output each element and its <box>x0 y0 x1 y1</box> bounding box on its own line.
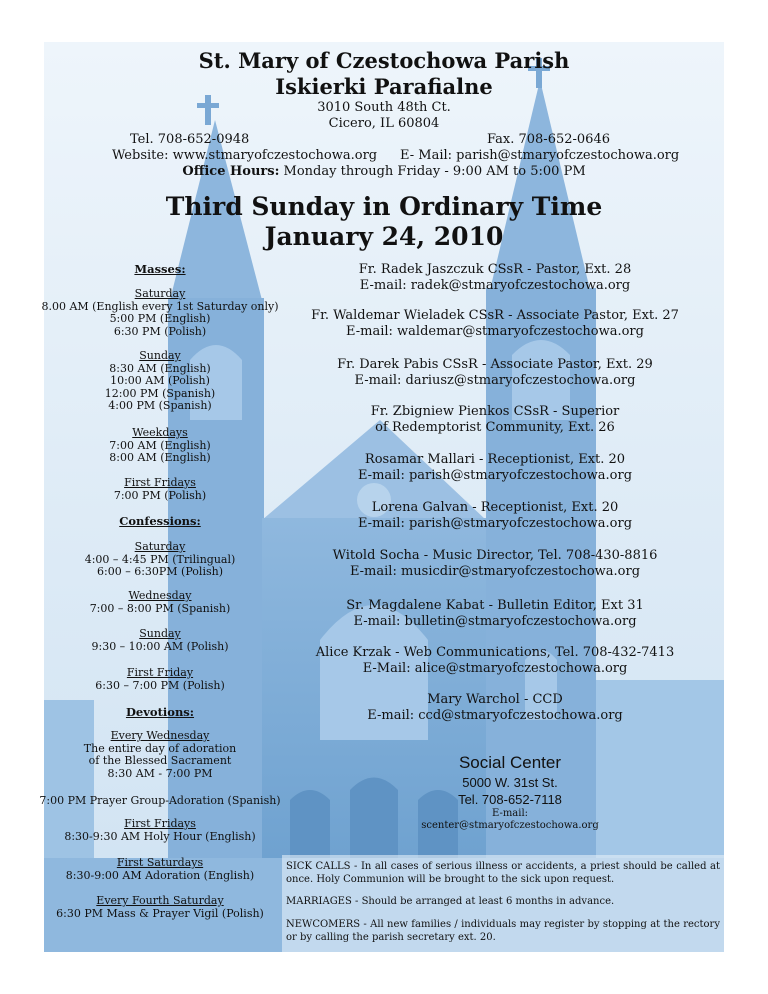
social-center-address: 5000 W. 31st St. <box>462 775 558 790</box>
schedule-line: 6:30 – 7:00 PM (Polish) <box>95 678 225 692</box>
schedule-line: 5:00 PM (English) <box>109 312 211 325</box>
devotions-first-saturdays <box>20 857 300 882</box>
staff-email: E-mail: parish@stmaryofczestochowa.org <box>357 468 633 483</box>
schedule-line: 8:30-9:00 AM Adoration (English) <box>65 868 255 882</box>
office-hours <box>0 164 768 180</box>
fax-number: Fax. 708-652-0646 <box>487 132 610 147</box>
staff-name: Fr. Darek Pabis CSsR - Associate Pastor, Ext. 29 <box>337 357 653 372</box>
conf-sunday-heading: Sunday <box>139 627 181 640</box>
schedule-line: 7:00 PM (Polish) <box>113 488 207 502</box>
staff-entry <box>300 404 690 436</box>
staff-entry <box>300 692 690 724</box>
social-center <box>420 752 600 832</box>
phone-number: Tel. 708-652-0948 <box>130 132 250 147</box>
staff-name: Fr. Radek Jaszczuk CSsR - Pastor, Ext. 28 <box>358 262 632 277</box>
confessions-wednesday <box>20 590 300 615</box>
weekdays-heading: Weekdays <box>132 426 188 439</box>
occasion-date: January 24, 2010 <box>264 222 504 251</box>
dev-fourth-saturday-heading: Every Fourth Saturday <box>96 894 224 907</box>
staff-entry <box>300 452 690 484</box>
staff-email: E-mail: dariusz@stmaryofczestochowa.org <box>354 373 636 388</box>
first-fridays-masses <box>20 477 300 502</box>
sunday-masses <box>20 350 300 413</box>
dev-first-fridays-heading: First Fridays <box>124 817 196 830</box>
occasion-title <box>0 192 768 252</box>
staff-name: Alice Krzak - Web Communications, Tel. 708-432-7413 <box>315 645 675 660</box>
parish-address <box>0 100 768 132</box>
staff-name: Fr. Zbigniew Pienkos CSsR - Superior <box>370 404 620 419</box>
dev-wednesday-heading: Every Wednesday <box>110 729 210 742</box>
social-center-title: Social Center <box>458 753 562 772</box>
prayer-group: 7:00 PM Prayer Group-Adoration (Spanish) <box>39 794 281 807</box>
masses-heading: Masses: <box>134 262 186 276</box>
schedule-line: 6:30 PM (Polish) <box>113 324 207 338</box>
parish-title <box>0 48 768 100</box>
staff-name: Rosamar Mallari - Receptionist, Ext. 20 <box>364 452 626 467</box>
staff-email: E-mail: bulletin@stmaryofczestochowa.org <box>353 614 637 629</box>
staff-entry <box>300 262 690 294</box>
occasion-name: Third Sunday in Ordinary Time <box>165 192 603 221</box>
staff-email: E-Mail: alice@stmaryofczestochowa.org <box>362 661 628 676</box>
staff-entry <box>300 357 690 389</box>
staff-entry <box>300 308 690 340</box>
devotions-heading: Devotions: <box>125 705 195 719</box>
staff-entry <box>300 598 690 630</box>
social-center-phone: Tel. 708-652-7118 <box>458 792 562 807</box>
staff-name: Witold Socha - Music Director, Tel. 708-430-8816 <box>332 548 658 563</box>
schedule-line: 6:00 – 6:30PM (Polish) <box>97 565 223 578</box>
staff-name: Lorena Galvan - Receptionist, Ext. 20 <box>371 500 619 515</box>
staff-email: E-mail: musicdir@stmaryofczestochowa.org <box>349 564 641 579</box>
staff-email: E-mail: radek@stmaryofczestochowa.org <box>359 278 631 293</box>
staff-email: E-mail: waldemar@stmaryofczestochowa.org <box>346 324 644 339</box>
saturday-heading: Saturday <box>134 287 186 300</box>
newcomers-note: NEWCOMERS - All new families / individuals may register by stopping at the rectory or by calling the parish secretary ext. 20. <box>286 919 720 943</box>
address-street: 3010 South 48th Ct. <box>317 100 451 115</box>
schedule-line: 4:00 – 4:45 PM (Trilingual) <box>84 552 236 566</box>
devotions-wednesday <box>20 730 300 780</box>
confessions-saturday <box>20 541 300 579</box>
weekday-masses <box>20 427 300 465</box>
schedule-line: The entire day of adoration <box>83 741 237 755</box>
staff-email: E-mail: ccd@stmaryofczestochowa.org <box>367 708 623 723</box>
schedule-line: 7:00 – 8:00 PM (Spanish) <box>89 601 231 615</box>
office-hours-label: Office Hours: <box>182 164 280 179</box>
staff-entry <box>300 645 690 677</box>
schedule-line: 12:00 PM (Spanish) <box>104 386 216 400</box>
dev-first-saturdays-heading: First Saturdays <box>116 856 204 869</box>
schedule-line: 4:00 PM (Spanish) <box>108 399 212 412</box>
schedule-line: 6:30 PM Mass & Prayer Vigil (Polish) <box>56 906 264 920</box>
parish-email-link[interactable]: E- Mail: parish@stmaryofczestochowa.org <box>400 148 680 163</box>
staff-entry <box>300 500 690 532</box>
staff-name: Sr. Magdalene Kabat - Bulletin Editor, Ext 31 <box>346 598 644 613</box>
confessions-sunday <box>20 628 300 653</box>
staff-email: E-mail: parish@stmaryofczestochowa.org <box>357 516 633 531</box>
schedule-line: of the Blessed Sacrament <box>88 754 232 767</box>
staff-detail: of Redemptorist Community, Ext. 26 <box>375 420 615 435</box>
conf-first-friday-heading: First Friday <box>126 666 194 679</box>
sick-calls-note: SICK CALLS - In all cases of serious illness or accidents, a priest should be called at once. Holy Communion will be brought to the sick upon request. <box>286 861 720 885</box>
marriages-note: MARRIAGES - Should be arranged at least 6 months in advance. <box>286 896 615 907</box>
confessions-heading: Confessions: <box>119 514 201 528</box>
social-center-email-label: E-mail: <box>491 808 529 819</box>
schedule-line: 8:30 AM - 7:00 PM <box>107 766 213 780</box>
confessions-first-friday <box>20 667 300 692</box>
devotions-fourth-saturday <box>20 895 300 920</box>
schedule-line: 8:30-9:30 AM Holy Hour (English) <box>64 829 256 843</box>
conf-wednesday-heading: Wednesday <box>128 589 192 602</box>
schedule-line: 9:30 – 10:00 AM (Polish) <box>91 639 229 653</box>
social-center-email[interactable]: scenter@stmaryofczestochowa.org <box>421 820 599 831</box>
schedule-line: 8:30 AM (English) <box>109 361 211 375</box>
schedule-line: 8.00 AM (English every 1st Saturday only) <box>41 299 279 313</box>
staff-name: Mary Warchol - CCD <box>427 692 563 707</box>
sunday-heading: Sunday <box>139 349 181 362</box>
saturday-masses <box>20 288 300 338</box>
schedule-line: 8:00 AM (English) <box>109 451 211 464</box>
bulletin-name: Iskierki Parafialne <box>275 74 493 99</box>
office-hours-text: Monday through Friday - 9:00 AM to 5:00 PM <box>279 164 586 179</box>
schedule-line: 10:00 AM (Polish) <box>110 374 210 387</box>
conf-saturday-heading: Saturday <box>134 540 186 553</box>
first-fridays-heading: First Fridays <box>124 476 196 489</box>
schedule-line: 7:00 AM (English) <box>109 438 211 452</box>
devotions-first-fridays <box>20 818 300 843</box>
staff-name: Fr. Waldemar Wieladek CSsR - Associate Pastor, Ext. 27 <box>311 308 679 323</box>
parish-name: St. Mary of Czestochowa Parish <box>198 48 570 73</box>
address-city: Cicero, IL 60804 <box>328 116 440 131</box>
website-link[interactable]: Website: www.stmaryofczestochowa.org <box>112 148 378 163</box>
staff-entry <box>300 548 690 580</box>
